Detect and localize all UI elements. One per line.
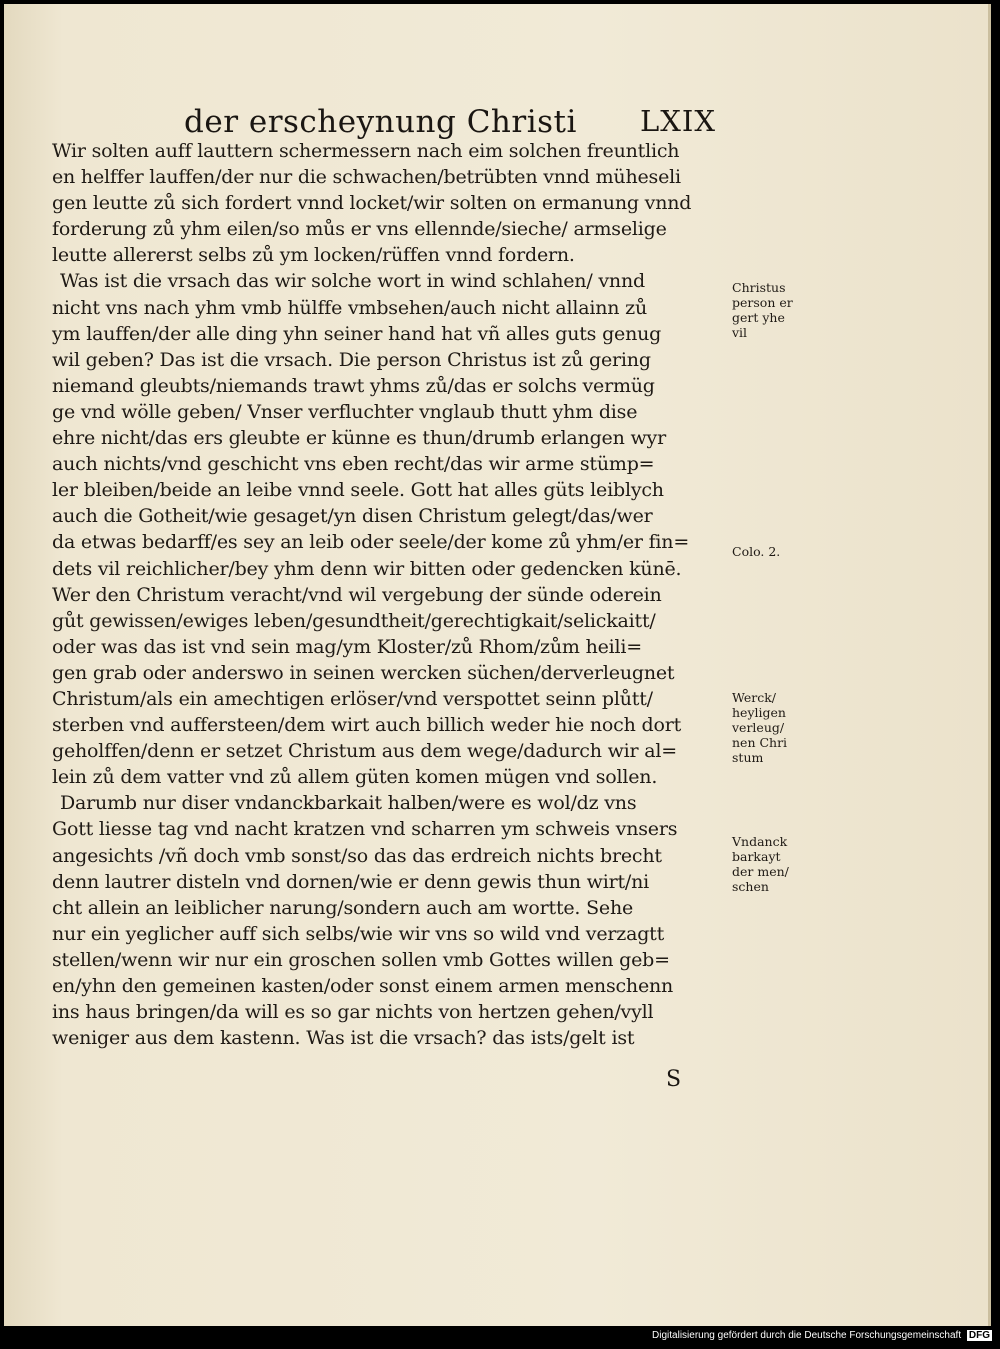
text-line: auch nichts/vnd geschicht vns eben recht/das wir arme stümp= [52, 453, 655, 476]
text-line: forderung zů yhm eilen/so můs er vns ellennde/sieche/ armselige [52, 218, 667, 241]
marginal-note-line: Christus [732, 280, 786, 295]
marginal-note-line: nen Chri [732, 735, 788, 750]
text-line: auch die Gotheit/wie gesaget/yn disen Christum gelegt/das/wer [52, 505, 653, 528]
marginal-note [732, 280, 822, 340]
text-line: denn lautrer disteln vnd dornen/wie er denn gewis thun wirt/ni [52, 870, 650, 893]
text-line: Wer den Christum veracht/vnd wil vergebung der sünde oderein [52, 583, 662, 606]
text-line: leutte allererst selbs zů ym locken/rüffen vnnd fordern. [52, 244, 575, 267]
text-line: da etwas bedarff/es sey an leib oder seele/der kome zů yhm/er fin= [52, 531, 690, 554]
footer-attribution [652, 1330, 992, 1341]
marginal-note-line: Vndanck [732, 834, 788, 849]
marginal-note-line: verleug/ [732, 720, 785, 735]
text-line: dets vil reichlicher/bey yhm denn wir bitten oder gedencken künē. [52, 557, 682, 580]
text-line: ler bleiben/beide an leibe vnnd seele. Gott hat alles güts leiblych [52, 479, 664, 502]
text-line: ge vnd wölle geben/ Vnser verfluchter vnglaub thutt yhm dise [52, 400, 638, 423]
text-line: Christum/als ein amechtigen erlöser/vnd verspottet seinn plůtt/ [52, 687, 653, 710]
text-line: ym lauffen/der alle ding yhn seiner hand hat vñ alles guts genug [52, 322, 662, 345]
catchword: S [666, 1067, 682, 1092]
text-line: geholffen/denn er setzet Christum aus dem wege/dadurch wir al= [52, 740, 677, 763]
text-line: ehre nicht/das ers gleubte er künne es thun/drumb erlangen wyr [52, 427, 666, 450]
text-line: lein zů dem vatter vnd zů allem güten komen mügen vnd sollen. [52, 766, 658, 789]
text-line: oder was das ist vnd sein mag/ym Kloster/zů Rhom/zům heili= [52, 635, 642, 658]
marginal-note-line: Colo. 2. [732, 544, 781, 559]
marginal-note-line: stum [732, 750, 764, 765]
marginal-note [732, 834, 822, 894]
main-text-block [52, 138, 732, 1051]
footer-text: Digitalisierung gefördert durch die Deutsche Forschungsgemeinschaft [652, 1330, 962, 1341]
text-line: gen leutte zů sich fordert vnnd locket/wir solten on ermanung vnnd [52, 192, 692, 215]
text-line: angesichts /vñ doch vmb sonst/so das das erdreich nichts brecht [52, 844, 662, 867]
marginal-note-line: gert yhe [732, 310, 785, 325]
marginal-note-line: der men/ [732, 864, 789, 879]
marginal-note [732, 544, 822, 559]
text-line: wil geben? Das ist die vrsach. Die person Christus ist zů gering [52, 348, 651, 371]
text-line: weniger aus dem kastenn. Was ist die vrsach? das ists/gelt ist [52, 1027, 635, 1050]
marginal-note [732, 690, 822, 765]
text-line: stellen/wenn wir nur ein groschen sollen vmb Gottes willen geb= [52, 948, 670, 971]
marginal-note-line: barkayt [732, 849, 781, 864]
marginal-note-line: person er [732, 295, 793, 310]
dfg-logo: DFG [968, 1330, 990, 1341]
text-line: en helffer lauffen/der nur die schwachen/betrübten vnnd müheseli [52, 166, 681, 189]
text-line: ins haus bringen/da will es so gar nichts von hertzen gehen/vyll [52, 1001, 654, 1024]
marginal-note-line: vil [732, 325, 748, 340]
text-line: nicht vns nach yhm vmb hülffe vmbsehen/auch nicht allainn zů [52, 296, 648, 319]
marginal-note-line: schen [732, 879, 769, 894]
text-line: Wir solten auff lauttern schermessern nach eim solchen freuntlich [52, 140, 680, 162]
text-line: nur ein yeglicher auff sich selbs/wie wir vns so wild vnd verzagtt [52, 922, 665, 945]
text-line: niemand gleubts/niemands trawt yhms zů/das er solchs vermüg [52, 374, 655, 397]
text-line: sterben vnd auffersteen/dem wirt auch billich weder hie noch dort [52, 714, 682, 737]
text-line: cht allein an leiblicher narung/sondern auch am wortte. Sehe [52, 896, 634, 919]
text-line: Gott liesse tag vnd nacht kratzen vnd scharren ym schweis vnsers [52, 818, 678, 841]
text-line: gůt gewissen/ewiges leben/gesundtheit/gerechtigkait/selickaitt/ [52, 609, 656, 632]
folio-number: LXIX [640, 104, 717, 138]
text-line: Was ist die vrsach das wir solche wort in wind schlahen/ vnnd [60, 270, 645, 293]
text-line: en/yhn den gemeinen kasten/oder sonst einem armen menschenn [52, 975, 674, 997]
text-line: gen grab oder anderswo in seinen wercken süchen/derverleugnet [52, 661, 675, 684]
marginal-note-line: heyligen [732, 705, 786, 720]
running-title: der erscheynung Christi [184, 104, 577, 140]
book-page [4, 4, 991, 1326]
marginal-note-line: Werck/ [732, 690, 776, 705]
text-line: Darumb nur diser vndanckbarkait halben/were es wol/dz vns [60, 792, 637, 815]
